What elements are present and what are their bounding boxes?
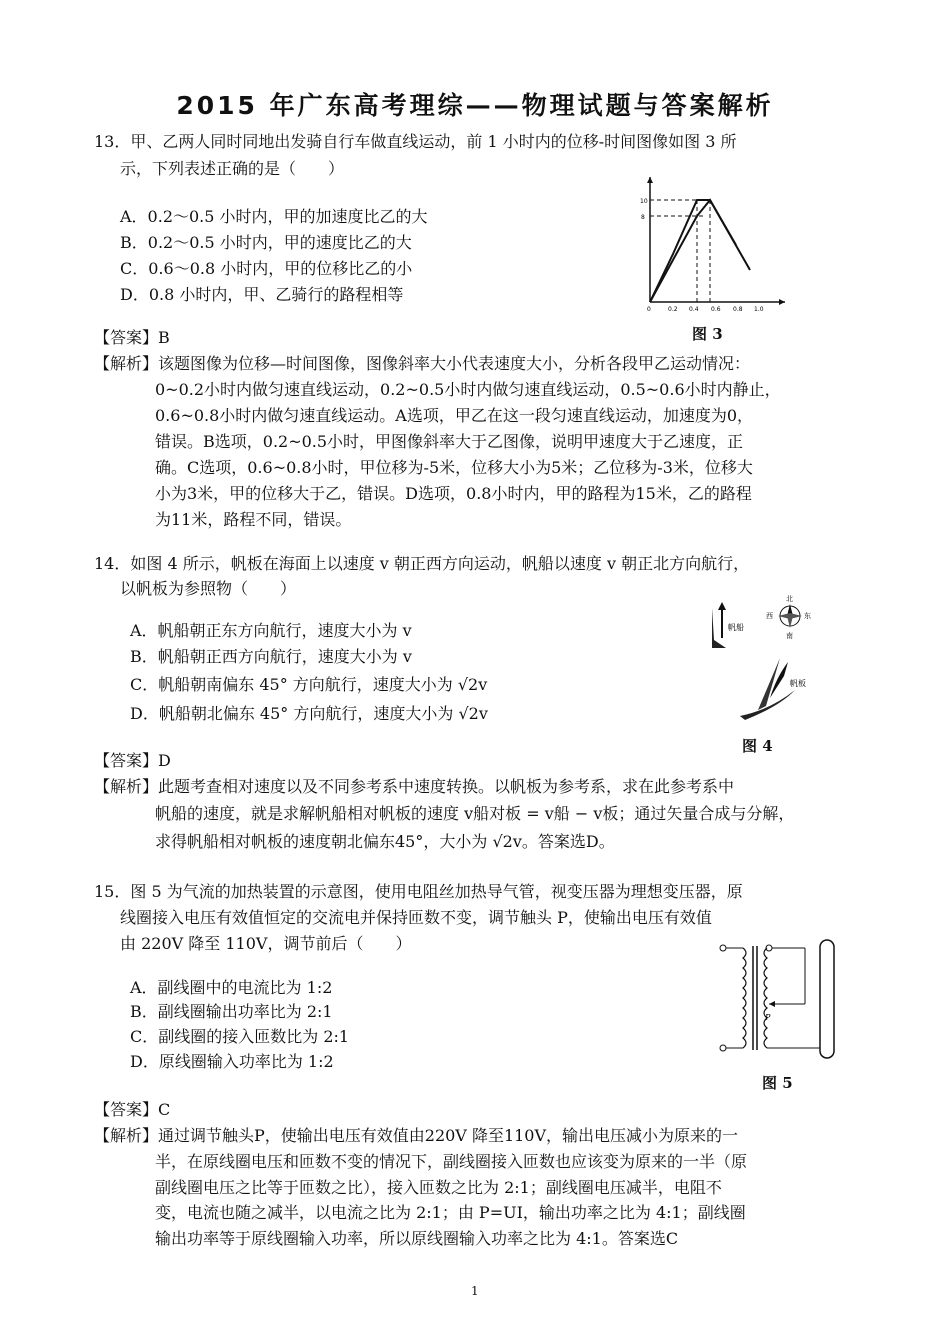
compass-east: 东 [804,612,811,620]
q14-answer: 【答案】D [94,751,171,770]
x-tick-0-6: 0.6 [711,306,721,313]
q13-option-c: C．0.6～0.8 小时内，甲的位移比乙的小 [120,259,413,278]
figure-5-circuit [715,940,845,1060]
x-tick-0-8: 0.8 [733,306,743,313]
q15-option-c: C．副线圈的接入匝数比为 2:1 [130,1027,350,1046]
figure-3-caption: 图 3 [692,325,723,343]
q13-explanation-line-7: 为11米，路程不同，错误。 [155,510,352,529]
figure-3-graph [635,172,795,322]
q13-explanation-line-4: 错误。B选项，0.2~0.5小时，甲图像斜率大于乙图像，说明甲速度大于乙速度，正 [155,432,744,451]
sailboat-icon [712,608,726,648]
q14-option-c: C．帆船朝南偏东 45° 方向航行，速度大小为 √2v [130,675,488,694]
compass-south: 南 [786,632,793,640]
q15-explanation-line-3: 副线圈电压之比等于匝数之比），接入匝数之比为 2:1；副线圈电压减半，电阻不 [155,1178,722,1197]
sailboat-label: 帆船 [728,623,744,632]
q15-explanation-line-1: 【解析】通过调节触头P，使输出电压有效值由220V 降至110V，输出电压减小为原来的一 [94,1126,739,1145]
secondary-coil [764,948,767,1048]
q13-answer: 【答案】B [94,328,170,347]
contact-p-label: P [765,1013,771,1022]
q13-explanation-line-6: 小为3米，甲的位移大于乙，错误。D选项，0.8小时内，甲的路程为15米，乙的路程 [155,484,752,503]
q15-explanation-line-5: 输出功率等于原线圈输入功率，所以原线圈输入功率之比为 4:1。答案选C [155,1229,679,1248]
q14-stem-line-2: 以帆板为参照物（ ） [120,579,297,598]
q15-stem-line-1: 15．图 5 为气流的加热装置的示意图，使用电阻丝加热导气管，视变压器为理想变压器，原 [94,882,743,901]
x-tick-0-4: 0.4 [689,306,699,313]
q14-explanation-line-3: 求得帆船相对帆板的速度朝北偏东45°，大小为 √2v。答案选D。 [155,832,615,851]
q15-stem-line-3: 由 220V 降至 110V，调节前后（ ） [120,934,412,953]
q14-option-b: B．帆船朝正西方向航行，速度大小为 v [130,647,412,666]
page-title: 2015 年广东高考理综——物理试题与答案解析 [176,91,774,120]
q15-option-b: B．副线圈输出功率比为 2:1 [130,1002,333,1021]
x-tick-0: 0 [647,306,651,313]
q15-explanation-line-4: 变，电流也随之减半，以电流之比为 2:1；由 P=UI，输出功率之比为 4:1；副线圈 [155,1203,746,1222]
q14-stem-line-1: 14．如图 4 所示，帆板在海面上以速度 v 朝正西方向运动，帆船以速度 v 朝正北方向航行， [94,554,750,573]
q15-explanation-line-2: 半，在原线圈电压和匝数不变的情况下，副线圈接入匝数也应该变为原来的一半（原 [155,1152,748,1171]
q14-option-d: D．帆船朝北偏东 45° 方向航行，速度大小为 √2v [130,704,488,723]
q14-explanation-line-2: 帆船的速度，就是求解帆船相对帆板的速度 v船对板 = v船 − v板；通过矢量合成与分解， [155,804,795,823]
figure-4-illustration [700,595,840,728]
q15-option-d: D．原线圈输入功率比为 1:2 [130,1052,334,1071]
q15-answer: 【答案】C [94,1100,171,1119]
page-number: 1 [471,1284,479,1298]
x-tick-0-2: 0.2 [668,306,678,313]
q15-stem-line-2: 线圈接入电压有效值恒定的交流电并保持匝数不变，调节触头 P，使输出电压有效值 [120,908,712,927]
compass-icon [778,604,802,628]
q13-option-b: B．0.2～0.5 小时内，甲的速度比乙的大 [120,233,412,252]
q13-explanation-line-2: 0~0.2小时内做匀速直线运动，0.2~0.5小时内做匀速直线运动，0.5~0.6小时内静止， [155,380,781,399]
q13-explanation-line-3: 0.6~0.8小时内做匀速直线运动。A选项，甲乙在这一段匀速直线运动，加速度为0， [155,406,754,425]
q13-stem-line-1: 13．甲、乙两人同时同地出发骑自行车做直线运动，前 1 小时内的位移-时间图像如图 3 所 [94,132,737,151]
curve-jia [650,200,736,302]
figure-5-caption: 图 5 [762,1074,793,1092]
q13-explanation-line-5: 确。C选项，0.6~0.8小时，甲位移为-5米，位移大小为5米；乙位移为-3米，位移大 [155,458,753,477]
q14-option-a: A．帆船朝正东方向航行，速度大小为 v [130,621,412,640]
primary-coil [743,948,746,1048]
sailboard-label: 帆板 [790,679,806,688]
compass-west: 西 [766,612,773,620]
x-tick-1-0: 1.0 [754,306,764,313]
q13-explanation-line-1: 【解析】该题图像为位移—时间图像，图像斜率大小代表速度大小，分析各段甲乙运动情况： [94,354,751,373]
q13-stem-line-2: 示，下列表述正确的是（ ） [120,159,345,178]
q13-option-a: A．0.2～0.5 小时内，甲的加速度比乙的大 [120,207,428,226]
q14-explanation-line-1: 【解析】此题考查相对速度以及不同参考系中速度转换。以帆板为参考系，求在此参考系中 [94,777,735,796]
heating-tube [820,940,834,1058]
q15-option-a: A．副线圈中的电流比为 1:2 [130,978,333,997]
y-tick-8: 8 [641,214,645,221]
figure-4-caption: 图 4 [742,737,773,755]
curve-yi [650,200,750,302]
q13-option-d: D．0.8 小时内，甲、乙骑行的路程相等 [120,285,404,304]
compass-north: 北 [786,595,793,603]
y-tick-10: 10 [640,198,648,205]
